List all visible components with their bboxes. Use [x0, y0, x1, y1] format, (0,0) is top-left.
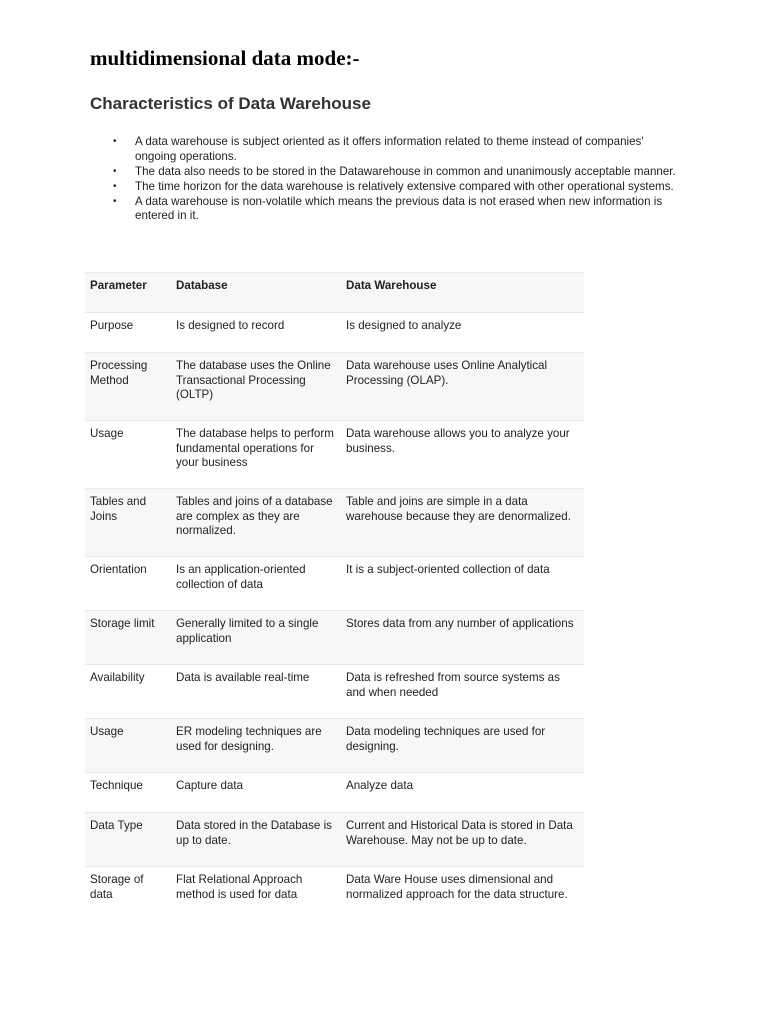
table-cell-data-warehouse: Data is refreshed from source systems as and when needed	[341, 665, 584, 719]
table-row	[85, 557, 584, 611]
table-cell-parameter: Technique	[85, 773, 171, 813]
table-cell-data-warehouse: It is a subject-oriented collection of data	[341, 557, 584, 611]
table-cell-parameter: Usage	[85, 421, 171, 489]
table-cell-parameter: Processing Method	[85, 353, 171, 421]
list-item-text: A data warehouse is subject oriented as it offers information related to theme instead of companies' ongoing operations.	[135, 135, 644, 163]
table-row	[85, 611, 584, 665]
table-cell-parameter: Storage of data	[85, 867, 171, 911]
bullet-icon: •	[113, 180, 117, 192]
table-cell-parameter: Availability	[85, 665, 171, 719]
table-cell-database: Tables and joins of a database are complex as they are normalized.	[171, 489, 341, 557]
table-cell-database: ER modeling techniques are used for designing.	[171, 719, 341, 773]
list-item	[90, 135, 680, 164]
table-row	[85, 773, 584, 813]
document-title: multidimensional data mode:-	[90, 46, 360, 70]
table-row	[85, 867, 584, 911]
bullet-icon: •	[113, 195, 117, 207]
table-cell-data-warehouse: Stores data from any number of applications	[341, 611, 584, 665]
list-item	[90, 180, 680, 195]
column-header-database: Database	[171, 273, 341, 313]
table-header-row	[85, 273, 584, 313]
table-cell-database: The database uses the Online Transactional Processing (OLTP)	[171, 353, 341, 421]
table-cell-parameter: Orientation	[85, 557, 171, 611]
table-cell-data-warehouse: Analyze data	[341, 773, 584, 813]
bullet-icon: •	[113, 136, 117, 147]
table-cell-data-warehouse: Current and Historical Data is stored in Data Warehouse. May not be up to date.	[341, 813, 584, 867]
table-cell-data-warehouse: Data warehouse allows you to analyze your business.	[341, 421, 584, 489]
section-heading: Characteristics of Data Warehouse	[90, 94, 371, 113]
table-cell-data-warehouse: Table and joins are simple in a data warehouse because they are denormalized.	[341, 489, 584, 557]
list-item-text: The time horizon for the data warehouse is relatively extensive compared with other operational systems.	[135, 179, 674, 193]
table-cell-parameter: Purpose	[85, 313, 171, 353]
table-cell-parameter: Usage	[85, 719, 171, 773]
table-cell-database: Data is available real-time	[171, 665, 341, 719]
table-cell-parameter: Tables and Joins	[85, 489, 171, 557]
column-header-parameter: Parameter	[85, 273, 171, 313]
table-cell-data-warehouse: Data Ware House uses dimensional and normalized approach for the data structure.	[341, 867, 584, 911]
table-row	[85, 353, 584, 421]
table-cell-parameter: Data Type	[85, 813, 171, 867]
table-cell-database: Capture data	[171, 773, 341, 813]
list-item	[90, 165, 680, 180]
table-row	[85, 489, 584, 557]
list-item-text: A data warehouse is non-volatile which means the previous data is not erased when new information is entered in it.	[135, 194, 663, 222]
table-row	[85, 813, 584, 867]
table-cell-database: Data stored in the Database is up to date.	[171, 813, 341, 867]
bullet-icon: •	[113, 165, 117, 177]
comparison-table	[85, 272, 584, 911]
list-item	[90, 195, 680, 224]
table-row	[85, 719, 584, 773]
list-item-text: The data also needs to be stored in the Datawarehouse in common and unanimously acceptable manner.	[135, 164, 676, 178]
table-cell-parameter: Storage limit	[85, 611, 171, 665]
table-cell-data-warehouse: Is designed to analyze	[341, 313, 584, 353]
column-header-data-warehouse: Data Warehouse	[341, 273, 584, 313]
table-cell-database: Is designed to record	[171, 313, 341, 353]
table-cell-database: Is an application-oriented collection of data	[171, 557, 341, 611]
table-cell-data-warehouse: Data modeling techniques are used for designing.	[341, 719, 584, 773]
table-row	[85, 313, 584, 353]
table-cell-database: Flat Relational Approach method is used for data	[171, 867, 341, 911]
table-cell-data-warehouse: Data warehouse uses Online Analytical Processing (OLAP).	[341, 353, 584, 421]
table-row	[85, 665, 584, 719]
table-cell-database: Generally limited to a single application	[171, 611, 341, 665]
characteristics-list	[90, 135, 680, 224]
table-cell-database: The database helps to perform fundamental operations for your business	[171, 421, 341, 489]
table-row	[85, 421, 584, 489]
